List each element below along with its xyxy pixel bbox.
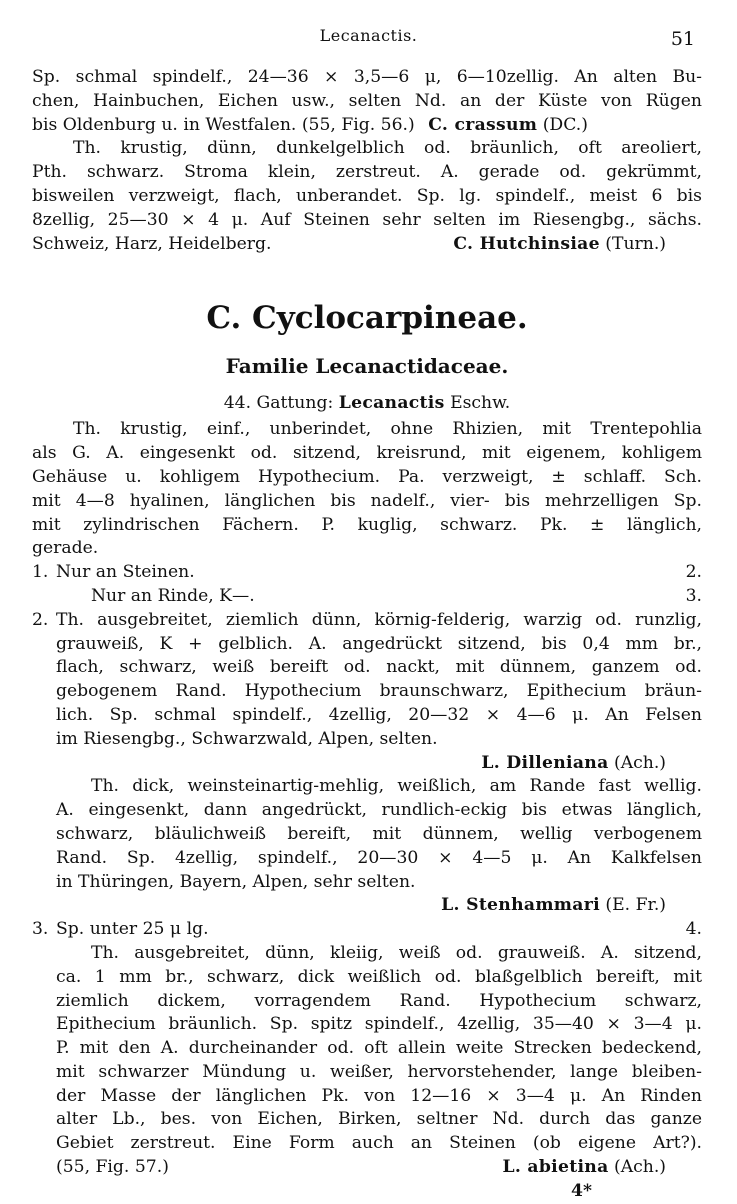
text-line: Sp. schmal spindelf., 24—36 × 3,5—6 μ, 6—10zellig. An alten Bu- <box>32 67 702 87</box>
page-body <box>32 66 702 1204</box>
text-line: gerade. <box>32 538 99 559</box>
citation: bis Oldenburg u. in Westfalen. (55, Fig. 56.) <box>32 114 415 135</box>
key-entry <box>32 561 702 585</box>
page-header <box>0 22 737 52</box>
text-line: der Masse der länglichen Pk. von 12—16 × 3—4 μ. An Rinden <box>56 1085 702 1106</box>
species-author: (DC.) <box>542 114 588 135</box>
text-line: als G. A. eingesenkt od. sitzend, kreisrund, mit eigenem, kohligem <box>32 443 702 464</box>
text-line: Gebiet zerstreut. Eine Form auch an Steinen (ob eigene Art?). <box>56 1133 702 1154</box>
text-line: Th. ausgebreitet, dünn, kleiig, weiß od. grauweiß. A. sitzend, <box>91 942 702 963</box>
locality-text: Schweiz, Harz, Heidelberg. <box>32 233 272 254</box>
text-line: schwarz, bläulichweiß bereift, mit dünnem, wellig verbogenem <box>56 823 702 844</box>
citation: (55, Fig. 57.) <box>56 1157 169 1178</box>
text-line <box>32 1156 702 1180</box>
text-line: Gehäuse u. kohligem Hypothecium. Pa. verzweigt, ± schlaff. Sch. <box>32 466 702 487</box>
genus-heading <box>32 388 702 418</box>
genus-prefix: 44. Gattung: <box>223 393 334 414</box>
text-line: P. mit den A. durcheinander od. oft allein weite Strecken bedeckend, <box>56 1038 702 1059</box>
species-name: C. crassum <box>428 114 538 135</box>
text-line: flach, schwarz, weiß bereift od. nackt, mit dünnem, ganzem od. <box>56 657 702 678</box>
key-goto: 4. <box>685 919 702 940</box>
species-name: L. abietina <box>502 1157 609 1178</box>
text-line: ziemlich dickem, vorragendem Rand. Hypothecium schwarz, <box>56 990 702 1011</box>
page-number: 51 <box>670 28 695 50</box>
genus-name: Lecanactis <box>338 393 445 414</box>
text-line <box>32 233 702 257</box>
species-author: (Ach.) <box>614 1157 666 1178</box>
species-line <box>32 752 702 776</box>
species-name: L. Stenhammari <box>441 895 600 916</box>
key-text: Nur an Steinen. <box>56 562 195 583</box>
species-name: C. Hutchinsiae <box>453 233 600 254</box>
species-line <box>32 894 702 918</box>
family-heading: Familie Lecanactidaceae. <box>225 354 509 379</box>
text-line: bisweilen verzweigt, flach, unberandet. Sp. lg. spindelf., meist 6 bis <box>32 185 702 206</box>
key-entry <box>32 585 702 609</box>
key-goto: 2. <box>685 562 702 583</box>
text-line: Epithecium bräunlich. Sp. spitz spindelf., 4zellig, 35—40 × 3—4 μ. <box>56 1014 702 1035</box>
key-number: 1. <box>32 562 49 583</box>
key-entry <box>32 918 702 942</box>
key-text: Nur an Rinde, K—. <box>91 585 255 606</box>
text-line: mit zylindrischen Fächern. P. kuglig, schwarz. Pk. ± länglich, <box>32 514 702 535</box>
text-line: Rand. Sp. 4zellig, spindelf., 20—30 × 4—5 μ. An Kalkfelsen <box>56 847 702 868</box>
text-line: mit 4—8 hyalinen, länglichen bis nadelf., vier- bis mehrzelligen Sp. <box>32 490 702 511</box>
section-heading: C. Cyclocarpineae. <box>206 300 528 337</box>
text-line: ca. 1 mm br., schwarz, dick weißlich od. blaßgelblich bereift, mit <box>56 966 702 987</box>
signature-mark: 4* <box>571 1180 592 1201</box>
genus-author: Eschw. <box>450 393 511 414</box>
species-author: (Turn.) <box>605 233 666 254</box>
key-number: 2. <box>32 609 49 630</box>
text-line: grauweiß, K + gelblich. A. angedrückt sitzend, bis 0,4 mm br., <box>56 633 702 654</box>
running-head: Lecanactis. <box>319 26 418 45</box>
text-line: Th. krustig, dünn, dunkelgelblich od. bräunlich, oft areoliert, <box>73 138 702 159</box>
text-line: lich. Sp. schmal spindelf., 4zellig, 20—32 × 4—6 μ. An Felsen <box>56 704 702 725</box>
key-goto: 3. <box>685 585 702 606</box>
text-line: A. eingesenkt, dann angedrückt, rundlich-eckig bis etwas länglich, <box>56 800 702 821</box>
key-text: Sp. unter 25 μ lg. <box>56 919 209 940</box>
text-line: Th. krustig, einf., unberindet, ohne Rhizien, mit Trentepohlia <box>73 419 702 440</box>
text-line: 8zellig, 25—30 × 4 μ. Auf Steinen sehr selten im Riesengbg., sächs. <box>32 209 702 230</box>
species-name: L. Dilleniana <box>481 752 609 773</box>
species-author: (Ach.) <box>614 752 666 773</box>
species-author: (E. Fr.) <box>605 895 666 916</box>
text-line: mit schwarzer Mündung u. weißer, hervorstehender, lange bleiben- <box>56 1061 702 1082</box>
key-number: 3. <box>32 919 49 940</box>
text-line: Pth. schwarz. Stroma klein, zerstreut. A. gerade od. gekrümmt, <box>32 162 702 183</box>
text-line: Th. dick, weinsteinartig-mehlig, weißlich, am Rande fast wellig. <box>91 776 702 797</box>
key-text: Th. ausgebreitet, ziemlich dünn, körnig-felderig, warzig od. runzlig, <box>56 609 702 630</box>
key-entry <box>32 609 702 633</box>
text-line: in Thüringen, Bayern, Alpen, sehr selten. <box>56 871 416 892</box>
text-line: gebogenem Rand. Hypothecium braunschwarz, Epithecium bräun- <box>56 681 702 702</box>
text-line <box>32 114 702 138</box>
text-line: chen, Hainbuchen, Eichen usw., selten Nd. an der Küste von Rügen <box>32 90 702 111</box>
text-line: im Riesengbg., Schwarzwald, Alpen, selten. <box>56 728 438 749</box>
text-line: alter Lb., bes. von Eichen, Birken, seltner Nd. durch das ganze <box>56 1109 702 1130</box>
